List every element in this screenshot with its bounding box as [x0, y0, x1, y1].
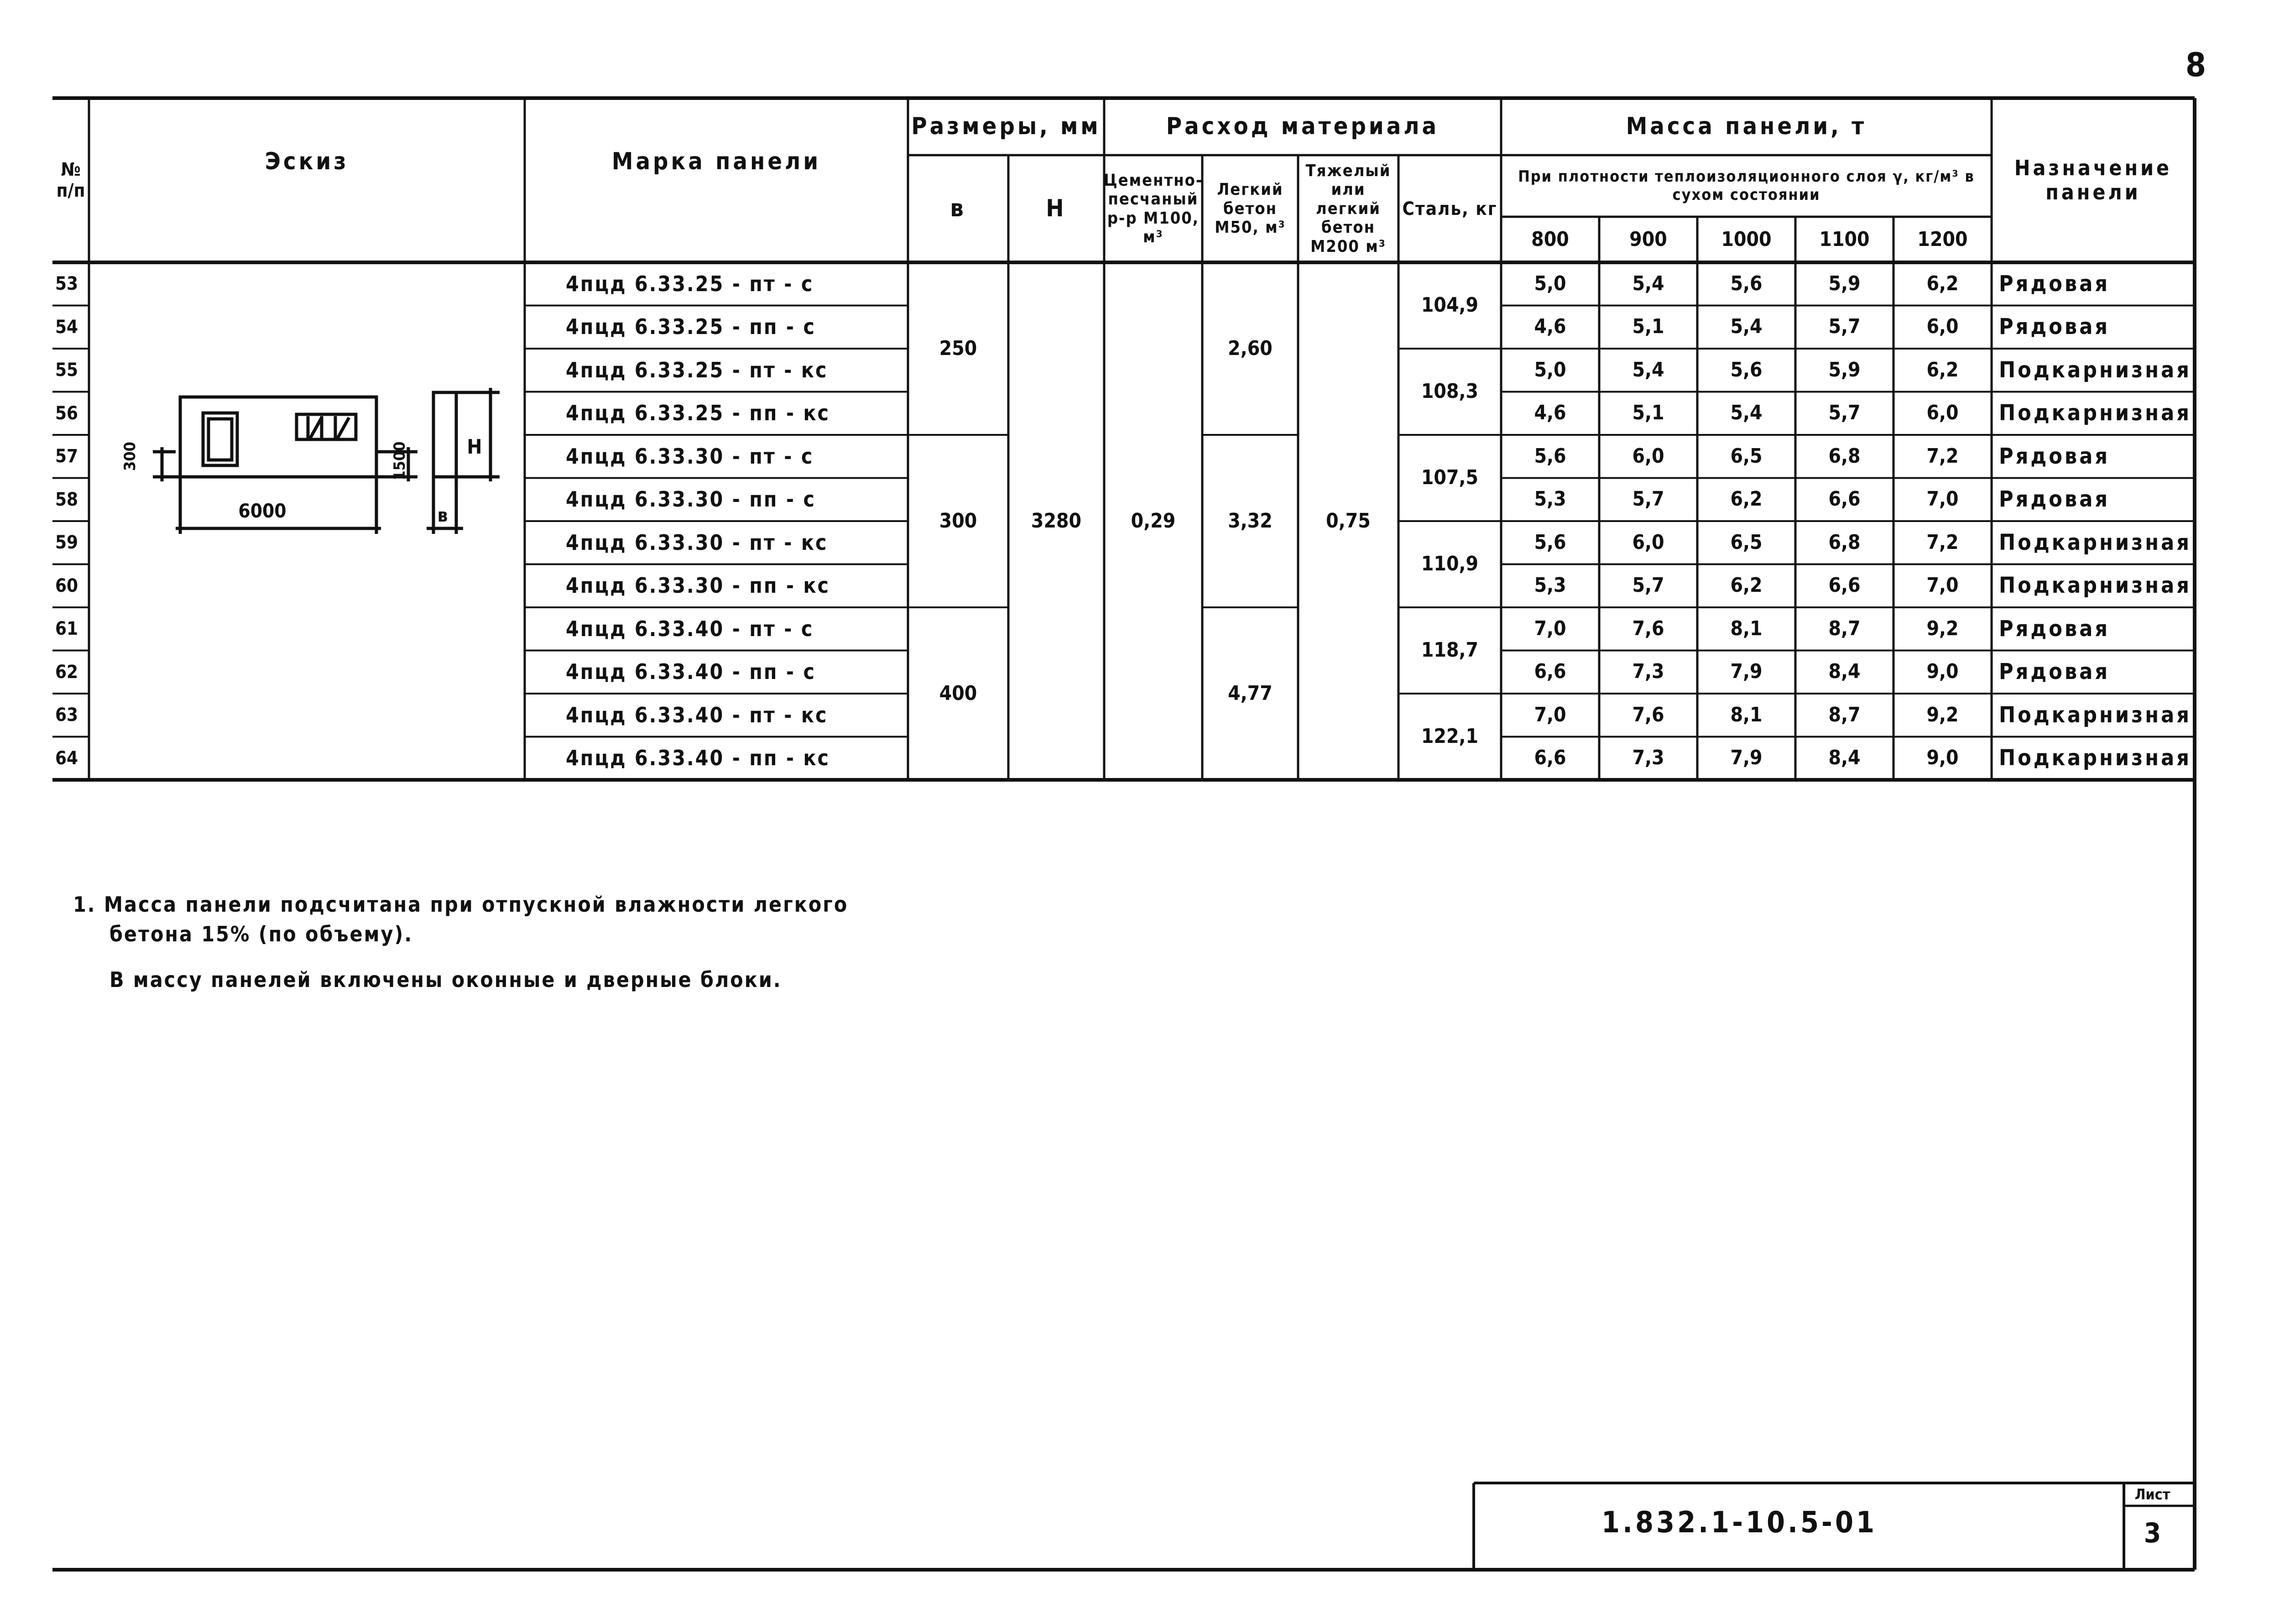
row-mass-1000: 8,1: [1730, 616, 1763, 640]
row-mass-900: 5,7: [1632, 487, 1664, 511]
row-mark: 4пцд 6.33.25 - пт - кс: [566, 357, 828, 382]
light-400: 4,77: [1228, 681, 1273, 705]
row-mass-1200: 7,0: [1926, 487, 1959, 511]
row-mass-800: 5,6: [1534, 444, 1566, 468]
sketch-width-label: 6000: [238, 499, 287, 522]
header-mat-cement: Цементно-песчаный р-р М100, м³: [1103, 171, 1203, 246]
row-mass-1200: 7,2: [1926, 530, 1959, 554]
row-mass-800: 5,0: [1534, 358, 1566, 381]
row-mark: 4пцд 6.33.25 - пп - с: [566, 314, 816, 339]
sketch-left-dim: 300: [121, 442, 140, 471]
row-mass-1200: 7,0: [1926, 574, 1959, 597]
row-number: 62: [55, 661, 78, 683]
h-all: 3280: [1031, 509, 1082, 533]
header-mark: Марка панели: [611, 148, 821, 176]
header-mat-steel: Сталь, кг: [1402, 198, 1497, 219]
row-mark: 4пцд 6.33.40 - пт - с: [566, 616, 814, 641]
row-mass-800: 4,6: [1534, 401, 1566, 425]
row-number: 61: [55, 618, 78, 640]
sketch-right-dim: 1500: [391, 441, 409, 480]
row-mass-800: 4,6: [1534, 315, 1566, 339]
row-mass-1200: 6,0: [1926, 315, 1959, 339]
row-mass-800: 6,6: [1534, 660, 1566, 684]
header-d1200: 1200: [1917, 227, 1968, 251]
row-mass-800: 7,0: [1534, 616, 1566, 640]
row-number: 57: [55, 446, 78, 467]
header-mat-heavy: Тяжелый или легкий бетон М200 м³: [1305, 162, 1391, 256]
row-mass-1000: 5,4: [1730, 315, 1763, 339]
b-250: 250: [939, 336, 977, 360]
row-mass-1000: 6,2: [1730, 574, 1763, 597]
row-mass-900: 6,0: [1632, 530, 1664, 554]
row-mass-800: 5,3: [1534, 487, 1566, 511]
row-number: 53: [55, 273, 78, 295]
row-purpose: Подкарнизная: [1999, 357, 2191, 383]
row-mass-1200: 9,2: [1926, 703, 1959, 726]
row-mass-900: 6,0: [1632, 444, 1664, 468]
row-mass-1200: 9,0: [1926, 746, 1959, 770]
b-300: 300: [939, 509, 977, 533]
row-purpose: Подкарнизная: [1999, 702, 2191, 728]
row-mass-1000: 6,5: [1730, 444, 1763, 468]
row-mass-1100: 5,7: [1828, 401, 1861, 425]
row-mark: 4пцд 6.33.25 - пт - с: [566, 271, 814, 296]
header-sketch: Эскиз: [265, 148, 349, 176]
row-mass-800: 5,6: [1534, 530, 1566, 554]
steel-59-60: 110,9: [1421, 552, 1479, 576]
row-mass-1000: 5,6: [1730, 272, 1763, 295]
heavy-all: 0,75: [1326, 509, 1371, 533]
row-mass-900: 5,1: [1632, 315, 1664, 339]
row-mass-1100: 8,4: [1828, 746, 1861, 770]
document-code: 1.832.1-10.5-01: [1601, 1506, 1878, 1540]
row-mass-1000: 6,2: [1730, 487, 1763, 511]
row-mark: 4пцд 6.33.30 - пп - кс: [566, 573, 830, 598]
row-mass-800: 7,0: [1534, 703, 1566, 726]
header-d900: 900: [1629, 227, 1667, 251]
header-materials: Расход материала: [1166, 112, 1440, 140]
row-mass-900: 5,1: [1632, 401, 1664, 425]
row-mass-1200: 6,0: [1926, 401, 1959, 425]
row-number: 58: [55, 489, 78, 510]
row-number: 63: [55, 705, 78, 726]
row-purpose: Рядовая: [1999, 659, 2110, 685]
row-mass-900: 5,7: [1632, 574, 1664, 597]
row-mass-1200: 6,2: [1926, 358, 1959, 381]
row-mass-900: 7,3: [1632, 660, 1664, 684]
page-number: 8: [2186, 46, 2208, 84]
row-mass-800: 6,6: [1534, 746, 1566, 770]
header-dim-h: Н: [1046, 194, 1067, 222]
header-dim-b: в: [950, 194, 966, 222]
row-number: 59: [55, 532, 78, 554]
row-number: 60: [55, 575, 78, 596]
row-mass-800: 5,3: [1534, 574, 1566, 597]
row-mark: 4пцд 6.33.40 - пт - кс: [566, 702, 828, 727]
steel-53-54: 104,9: [1421, 293, 1479, 317]
steel-55-56: 108,3: [1421, 380, 1479, 403]
header-purpose: Назначение панели: [2014, 156, 2172, 204]
row-mass-900: 7,3: [1632, 746, 1664, 770]
row-mass-800: 5,0: [1534, 272, 1566, 295]
row-mark: 4пцд 6.33.40 - пп - кс: [566, 746, 830, 771]
light-300: 3,32: [1228, 509, 1273, 533]
row-purpose: Рядовая: [1999, 486, 2110, 512]
row-purpose: Подкарнизная: [1999, 573, 2191, 599]
row-mark: 4пцд 6.33.25 - пп - кс: [566, 401, 830, 426]
row-mass-1100: 5,9: [1828, 272, 1861, 295]
steel-61-62: 118,7: [1421, 638, 1479, 662]
row-mass-1000: 5,4: [1730, 401, 1763, 425]
row-mass-1200: 9,2: [1926, 616, 1959, 640]
row-mass-1200: 6,2: [1926, 272, 1959, 295]
note-2: В массу панелей включены оконные и дверные блоки.: [110, 967, 782, 992]
row-mass-1000: 6,5: [1730, 530, 1763, 554]
note-1-line-1: 1. Масса панели подсчитана при отпускной влажности легкого: [73, 892, 849, 917]
sheet-label: Лист: [2134, 1485, 2170, 1503]
row-number: 64: [55, 747, 78, 769]
sketch-h-label: Н: [467, 435, 482, 459]
row-purpose: Рядовая: [1999, 271, 2110, 297]
header-mass: Масса панели, т: [1626, 112, 1867, 140]
row-mark: 4пцд 6.33.30 - пт - с: [566, 444, 814, 469]
header-mat-light: Легкий бетон М50, м³: [1215, 180, 1286, 237]
light-250: 2,60: [1228, 336, 1273, 360]
row-mass-1100: 8,7: [1828, 703, 1861, 726]
row-mass-1200: 9,0: [1926, 660, 1959, 684]
row-mass-900: 5,4: [1632, 358, 1664, 381]
row-mass-900: 5,4: [1632, 272, 1664, 295]
row-purpose: Рядовая: [1999, 443, 2110, 469]
steel-57-58: 107,5: [1421, 466, 1479, 490]
row-mark: 4пцд 6.33.30 - пт - кс: [566, 530, 828, 555]
header-mass-sub: При плотности теплоизоляционного слоя γ, кг/м³ в сухом состоянии: [1518, 167, 1975, 204]
cement-all: 0,29: [1131, 509, 1176, 533]
row-number: 56: [55, 402, 78, 424]
row-purpose: Подкарнизная: [1999, 745, 2191, 771]
row-mass-1100: 6,8: [1828, 444, 1861, 468]
row-mass-1000: 7,9: [1730, 660, 1763, 684]
row-mass-900: 7,6: [1632, 616, 1664, 640]
header-d800: 800: [1531, 227, 1569, 251]
header-d1000: 1000: [1721, 227, 1772, 251]
row-purpose: Подкарнизная: [1999, 400, 2191, 426]
row-number: 54: [55, 316, 78, 338]
row-mass-1000: 8,1: [1730, 703, 1763, 726]
row-purpose: Подкарнизная: [1999, 529, 2191, 555]
header-dimensions: Размеры, мм: [911, 112, 1101, 140]
row-mass-1200: 7,2: [1926, 444, 1959, 468]
row-mass-1000: 7,9: [1730, 746, 1763, 770]
row-number: 55: [55, 360, 78, 381]
row-mass-1100: 5,7: [1828, 315, 1861, 339]
row-mass-1100: 6,6: [1828, 487, 1861, 511]
row-mass-1100: 6,8: [1828, 530, 1861, 554]
row-mass-1000: 5,6: [1730, 358, 1763, 381]
row-mass-900: 7,6: [1632, 703, 1664, 726]
panel-section: [433, 392, 456, 477]
sheet-number: 3: [2144, 1517, 2161, 1549]
row-mass-1100: 5,9: [1828, 358, 1861, 381]
row-mass-1100: 6,6: [1828, 574, 1861, 597]
steel-63-64: 122,1: [1421, 725, 1479, 748]
note-1-line-2: бетона 15% (по объему).: [110, 922, 413, 946]
b-400: 400: [939, 681, 977, 705]
row-mark: 4пцд 6.33.40 - пп - с: [566, 659, 816, 684]
header-no: № п/п: [56, 159, 85, 201]
row-mark: 4пцд 6.33.30 - пп - с: [566, 487, 816, 512]
sketch-b-label: в: [437, 505, 448, 526]
row-purpose: Рядовая: [1999, 616, 2110, 642]
row-mass-1100: 8,4: [1828, 660, 1861, 684]
header-d1100: 1100: [1819, 227, 1870, 251]
row-mass-1100: 8,7: [1828, 616, 1861, 640]
row-purpose: Рядовая: [1999, 314, 2110, 340]
